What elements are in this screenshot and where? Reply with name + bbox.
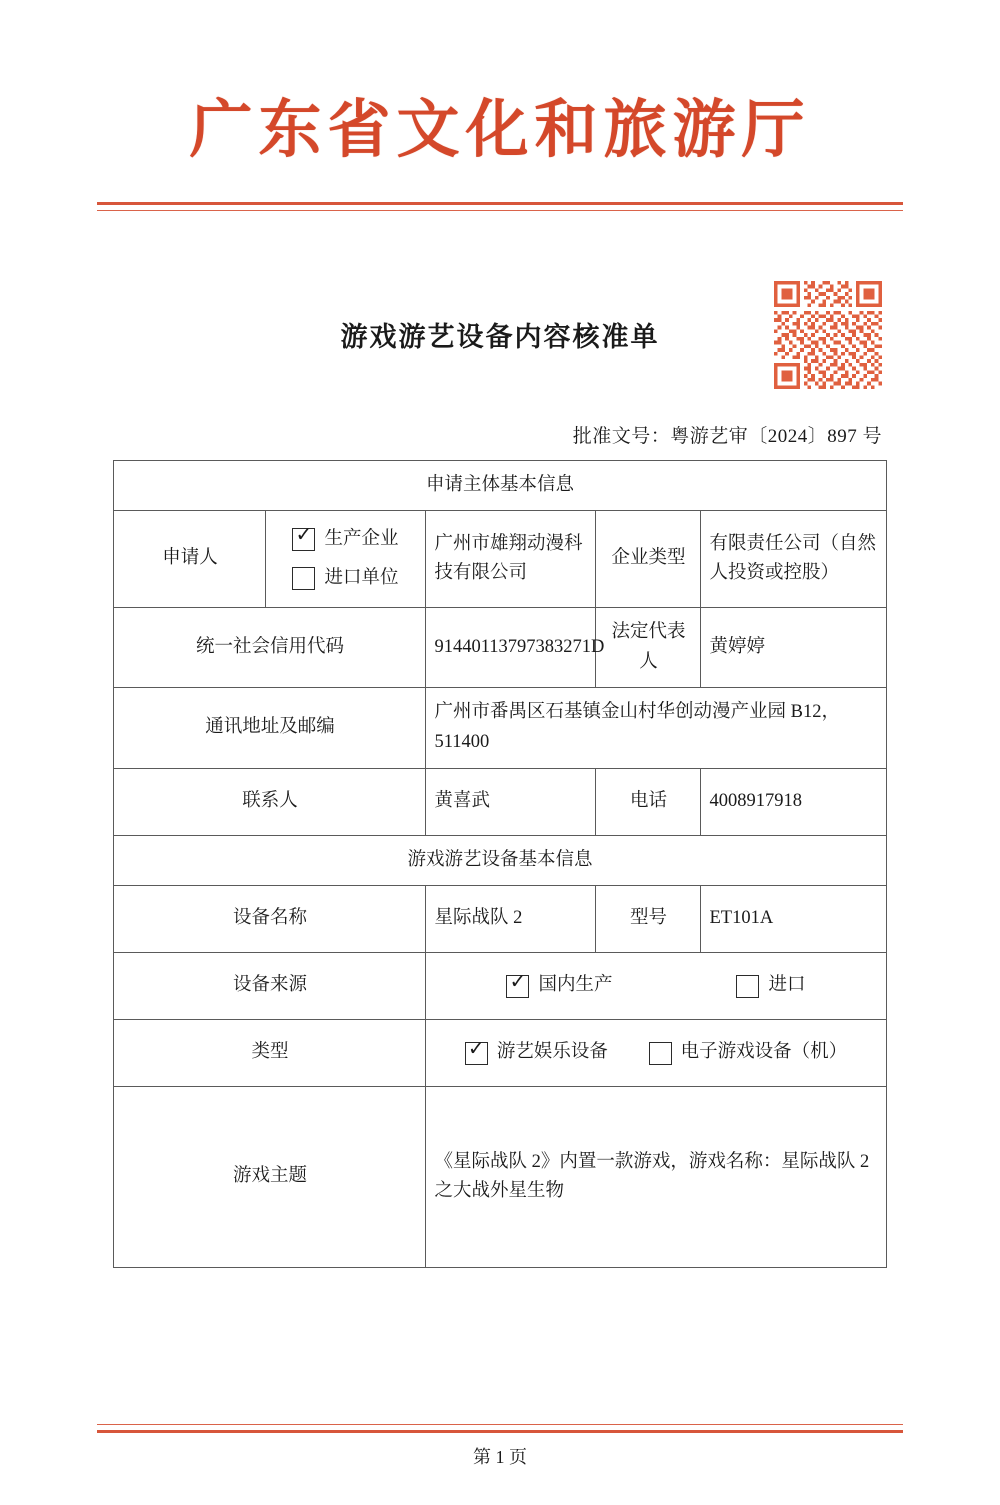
device-type-electronic[interactable] xyxy=(649,1038,848,1068)
table-row xyxy=(114,886,886,953)
applicant-type-options xyxy=(266,511,426,608)
legal-rep-value: 黄婷婷 xyxy=(701,608,886,688)
game-theme-value: 《星际战队 2》内置一款游戏，游戏名称：星际战队 2 之大战外星生物 xyxy=(426,1087,886,1268)
device-section-title: 游戏游艺设备基本信息 xyxy=(114,835,886,886)
table-row xyxy=(114,688,886,768)
enterprise-type-label: 企业类型 xyxy=(596,511,701,608)
table-row xyxy=(114,835,886,886)
table-row xyxy=(114,511,886,608)
phone-label: 电话 xyxy=(596,768,701,835)
contact-label: 联系人 xyxy=(114,768,426,835)
qr-code-icon xyxy=(774,281,882,389)
document-page xyxy=(0,92,1000,1505)
table-row xyxy=(114,460,886,511)
game-theme-label: 游戏主题 xyxy=(114,1087,426,1268)
checkbox-producer-icon[interactable] xyxy=(292,528,315,551)
table-row xyxy=(114,608,886,688)
device-source-import[interactable] xyxy=(736,971,805,1001)
footer-divider-thick xyxy=(97,1430,903,1433)
device-source-label: 设备来源 xyxy=(114,953,426,1020)
enterprise-type-value: 有限责任公司（自然人投资或控股） xyxy=(701,511,886,608)
applicant-label: 申请人 xyxy=(114,511,266,608)
checkbox-electronic-icon[interactable] xyxy=(649,1042,672,1065)
phone-value: 4008917918 xyxy=(701,768,886,835)
address-label: 通讯地址及邮编 xyxy=(114,688,426,768)
device-source-import-label: 进口 xyxy=(768,975,806,996)
table-row xyxy=(114,1020,886,1087)
checkbox-importer-icon[interactable] xyxy=(292,567,315,590)
table-row xyxy=(114,768,886,835)
header-divider-thick xyxy=(97,202,903,205)
device-name-value: 星际战队 2 xyxy=(426,886,596,953)
device-source-domestic[interactable] xyxy=(506,971,612,1001)
device-model-value: ET101A xyxy=(701,886,886,953)
device-type-options xyxy=(426,1020,886,1087)
document-title: 游戏游艺设备内容核准单 xyxy=(340,321,660,353)
organization-title: 广东省文化和旅游厅 xyxy=(189,92,811,166)
device-source-options xyxy=(426,953,886,1020)
checkbox-import-icon[interactable] xyxy=(736,975,759,998)
approval-number: 批准文号：粤游艺审〔2024〕897 号 xyxy=(572,425,882,447)
device-type-amusement-label: 游艺娱乐设备 xyxy=(496,1042,608,1063)
contact-value: 黄喜武 xyxy=(426,768,596,835)
table-row xyxy=(114,953,886,1020)
device-type-amusement[interactable] xyxy=(465,1038,608,1068)
credit-code-value: 91440113797383271D xyxy=(426,608,596,688)
applicant-option-importer-label: 进口单位 xyxy=(324,567,399,588)
device-source-domestic-label: 国内生产 xyxy=(538,975,613,996)
applicant-option-importer[interactable] xyxy=(292,564,417,594)
header-divider-thin xyxy=(97,210,903,211)
applicant-option-producer-label: 生产企业 xyxy=(324,529,399,550)
approval-form-table xyxy=(113,460,886,1269)
checkbox-amusement-icon[interactable] xyxy=(465,1042,488,1065)
device-type-electronic-label: 电子游戏设备（机） xyxy=(680,1042,848,1063)
page-number: 第 1 页 xyxy=(473,1447,527,1467)
company-name-value: 广州市雄翔动漫科技有限公司 xyxy=(426,511,596,608)
device-type-label: 类型 xyxy=(114,1020,426,1087)
device-model-label: 型号 xyxy=(596,886,701,953)
legal-rep-label: 法定代表人 xyxy=(596,608,701,688)
footer-divider xyxy=(97,1424,903,1433)
applicant-option-producer[interactable] xyxy=(292,525,417,555)
applicant-section-title: 申请主体基本信息 xyxy=(114,460,886,511)
address-value: 广州市番禺区石基镇金山村华创动漫产业园 B12，511400 xyxy=(426,688,886,768)
footer-divider-thin xyxy=(97,1424,903,1425)
title-row xyxy=(0,281,1000,391)
device-name-label: 设备名称 xyxy=(114,886,426,953)
table-row xyxy=(114,1087,886,1268)
credit-code-label: 统一社会信用代码 xyxy=(114,608,426,688)
header-divider xyxy=(97,202,903,211)
checkbox-domestic-icon[interactable] xyxy=(506,975,529,998)
